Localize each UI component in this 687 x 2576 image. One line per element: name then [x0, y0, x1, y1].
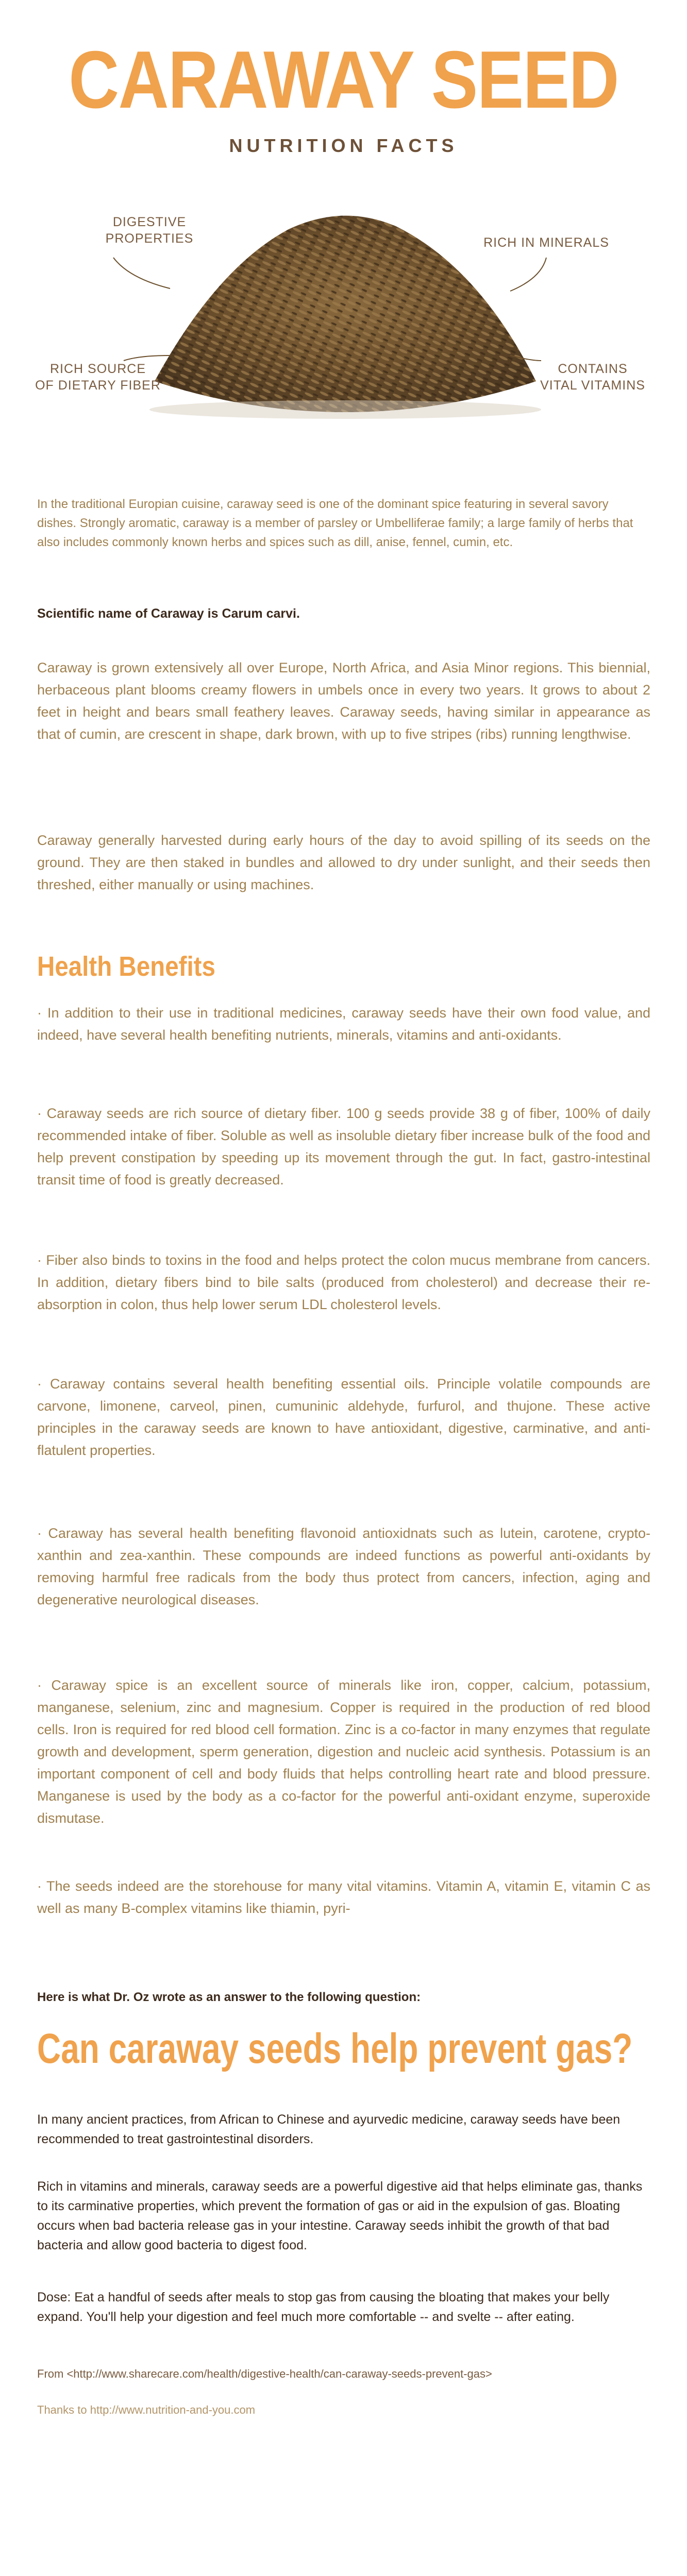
health-item: · Caraway seeds are rich source of dietary fiber. 100 g seeds provide 38 g of fiber, 100% of daily recommended intake of fiber. Soluble as well as insoluble dietary fiber increase bulk of the food and help prevent constipation by speeding up its movement through the gut. In fact, gastro-intestinal transit time of food is greatly decreased. [37, 1106, 650, 1188]
intro-paragraph-1: In the traditional Europian cuisine, caraway seed is one of the dominant spice featuring in several savory dishes. Strongly aromatic, caraway is a member of parsley or Umbelliferae family; a large family of herbs that also includes commonly known herbs and spices such as dill, anise, fennel, cumin, etc. [37, 497, 633, 549]
intro-paragraph-2: Caraway is grown extensively all over Europe, North Africa, and Asia Minor regions. This biennial, herbaceous plant blooms creamy flowers in umbels once in every two years. It grows to about 2 feet in height and bears small feathery leaves. Caraway seeds, having similar in appearance as that of cumin, are crescent in shape, dark brown, with up to five stripes (ribs) running lengthwise. [37, 660, 650, 742]
callout-dietary-fiber: RICH SOURCE OF DIETARY FIBER [35, 362, 161, 393]
scientific-name: Scientific name of Caraway is Carum carvi. [37, 606, 300, 621]
thanks-link[interactable]: Thanks to http://www.nutrition-and-you.com [37, 2403, 256, 2416]
oz-paragraph-3: Dose: Eat a handful of seeds after meals to stop gas from causing the bloating that makes your belly expand. You'll help your digestion and feel much more comfortable -- and svelte -- after eating. [37, 2290, 610, 2324]
callout-vital-vitamins: CONTAINS VITAL VITAMINS [540, 362, 645, 393]
page-subtitle: NUTRITION FACTS [229, 135, 458, 156]
health-item: · The seeds indeed are the storehouse for many vital vitamins. Vitamin A, vitamin E, vitamin C as well as many B-complex vitamins like thiamin, pyri- [37, 1878, 650, 1916]
health-item: · Caraway contains several health benefiting essential oils. Principle volatile compounds are carvone, limonene, carveol, pinen, cumuninic aldehyde, furfurol, and thujone. These active principles in the caraway seeds are known to have antioxidant, digestive, carminative, and anti-flatulent properties. [37, 1376, 650, 1458]
oz-lead: Here is what Dr. Oz wrote as an answer to the following question: [37, 1990, 421, 2004]
bottom-seed-pile-image [0, 2473, 687, 2576]
health-benefits-heading: Health Benefits [37, 951, 215, 982]
intro-paragraph-3: Caraway generally harvested during early hours of the day to avoid spilling of its seeds on the ground. They are then staked in bundles and allowed to dry under sunlight, and their seeds then threshed, either manually or using machines. [37, 833, 650, 892]
health-item: · Caraway has several health benefiting flavonoid antioxidnats such as lutein, carotene, crypto-xanthin and zea-xanthin. These compounds are indeed functions as powerful anti-oxidants by removing harmful free radicals from the body thus protect from cancers, infection, aging and degenerative neurological diseases. [37, 1526, 650, 1607]
callout-rich-in-minerals: RICH IN MINERALS [483, 235, 609, 250]
callout-digestive-properties: DIGESTIVE PROPERTIES [105, 215, 194, 246]
health-item: · Caraway spice is an excellent source of minerals like iron, copper, calcium, potassium, manganese, selenium, zinc and magnesium. Copper is required in the production of red blood cells. Iron is required for red blood cell formation. Zinc is a co-factor in many enzymes that regulate growth and development, sperm generation, digestion and nucleic acid synthesis. Potassium is an important component of cell and body fluids that helps controlling heart rate and blood pressure. Manganese is used by the body as a co-factor for the powerful anti-oxidant enzyme, superoxide dismutase. [37, 1677, 650, 1826]
oz-paragraph-1: In many ancient practices, from African to Chinese and ayurvedic medicine, caraway seeds have been recommended to treat gastrointestinal disorders. [37, 2112, 621, 2146]
oz-paragraph-2: Rich in vitamins and minerals, caraway seeds are a powerful digestive aid that helps eliminate gas, thanks to its carminative properties, which prevent the formation of gas or aid in the expulsion of gas. Bloating occurs when bad bacteria release gas in your intestine. Caraway seeds inhibit the growth of that bad bacteria and allow good bacteria to digest food. [37, 2179, 643, 2252]
page-title: CARAWAY SEED [69, 35, 618, 125]
oz-source-link[interactable]: From <http://www.sharecare.com/health/digestive-health/can-caraway-seeds-prevent-gas> [37, 2367, 492, 2380]
health-item: · Fiber also binds to toxins in the food and helps protect the colon mucus membrane from cancers. In addition, dietary fibers bind to bile salts (produced from cholesterol) and decrease their re-absorption in colon, thus help lower serum LDL cholesterol levels. [37, 1252, 650, 1312]
oz-question: Can caraway seeds help prevent gas? [37, 2025, 633, 2072]
health-item: · In addition to their use in traditional medicines, caraway seeds have their own food value, and indeed, have several health benefiting nutrients, minerals, vitamins and anti-oxidants. [37, 1005, 650, 1043]
